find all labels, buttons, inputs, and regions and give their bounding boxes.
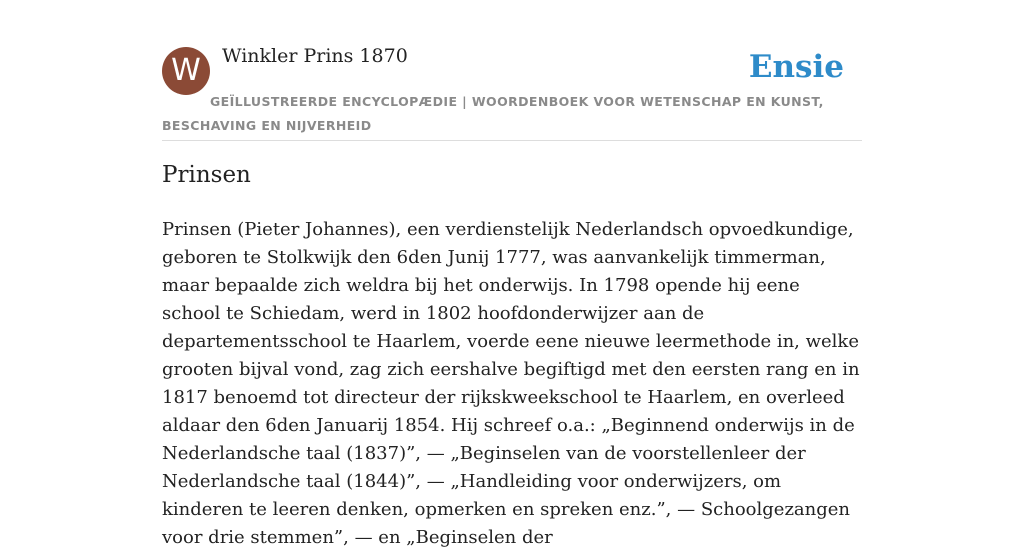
article-body: Prinsen (Pieter Johannes), een verdienstelijk Nederlandsch opvoedkundige, geboren te Stolkwijk den 6den Junij 1777, was aanvankelijk timmerman, maar bepaalde zich weldra bij het onderwijs. In 1798 opende hij eene school te Schiedam, werd in 1802 hoofdonderwijzer aan de departementsschool te Haarlem, voerde eene nieuwe leermethode in, welke grooten bijval vond, zag zich eershalve begiftigd met den eersten rang en in 1817 benoemd tot directeur der rijkskweekschool te Haarlem, en overleed aldaar den 6den Januarij 1854. Hij schreef o.a.: „Beginnend onderwijs in de Nederlandsche taal (1837)”, — „Beginselen van de voorstellenleer der Nederlandsche taal (1844)”, — „Handleiding voor onderwijzers, om kinderen te leeren denken, opmerken en spreken enz.”, — Schoolgezangen voor drie stemmen”, — en „Beginselen der bbox=[162, 219, 860, 548]
source-avatar[interactable]: W bbox=[162, 47, 210, 95]
source-subtitle: GEÏLLUSTREERDE ENCYCLOPÆDIE | WOORDENBOEK VOOR WETENSCHAP EN KUNST, BESCHAVING EN NIJVERHEID bbox=[162, 94, 824, 133]
article-title: Prinsen bbox=[162, 162, 251, 188]
source-title[interactable]: Winkler Prins 1870 bbox=[222, 45, 408, 67]
source-header bbox=[162, 0, 862, 141]
ensie-logo[interactable]: Ensie bbox=[748, 49, 844, 85]
